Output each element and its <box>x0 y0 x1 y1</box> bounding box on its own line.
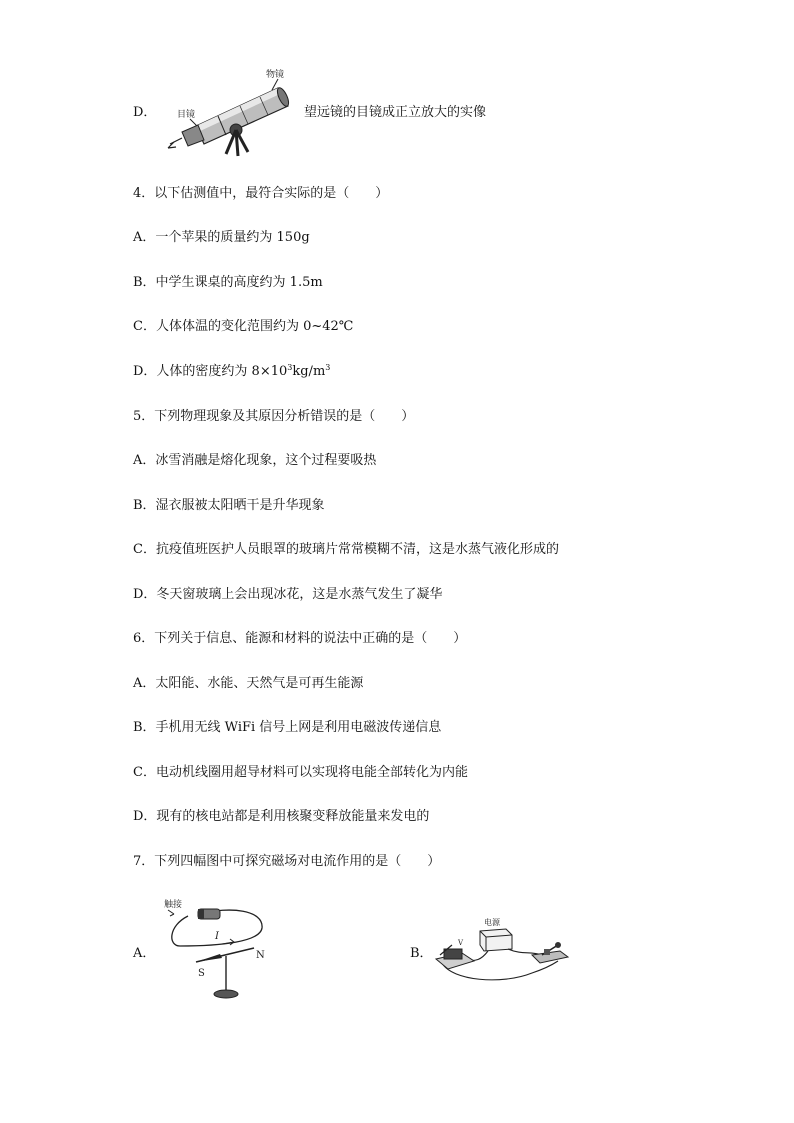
q6-option-c: C．电动机线圈用超导材料可以实现将电能全部转化为内能 <box>133 765 468 780</box>
q4-option-a: A．一个苹果的质量约为 150g <box>133 230 310 245</box>
q3-option-d-label: D． <box>133 105 157 120</box>
q4-option-b: B．中学生课桌的高度约为 1.5m <box>133 275 323 290</box>
q4-option-d-unit-exponent: 3 <box>325 363 331 372</box>
q7-stem: 7．下列四幅图中可探究磁场对电流作用的是（ ） <box>133 854 441 869</box>
q5-option-a: A．冰雪消融是熔化现象，这个过程要吸热 <box>133 453 377 468</box>
q6-stem: 6．下列关于信息、能源和材料的说法中正确的是（ ） <box>133 631 467 646</box>
telescope-objective-label: 物镜 <box>266 70 285 80</box>
q4-option-d-unit: kg/m <box>292 364 326 379</box>
oersted-experiment-figure <box>160 894 270 1000</box>
q5-option-b: B．湿衣服被太阳晒干是升华现象 <box>133 498 325 513</box>
q5-stem: 5．下列物理现象及其原因分析错误的是（ ） <box>133 409 415 424</box>
q4-option-d <box>133 363 330 381</box>
q5-option-d: D．冬天窗玻璃上会出现冰花，这是水蒸气发生了凝华 <box>133 587 443 602</box>
telescope-eyepiece-label: 目镜 <box>177 110 196 120</box>
q4-option-d-exponent: 3 <box>287 363 293 372</box>
fig-b-power-label: 电源 <box>484 918 500 927</box>
q3-option-d-text: 望远镜的目镜成正立放大的实像 <box>304 105 487 120</box>
fig-a-south-label: S <box>198 968 205 979</box>
motor-circuit-figure <box>432 915 570 987</box>
q4-stem: 4．以下估测值中，最符合实际的是（ ） <box>133 186 389 201</box>
q4-option-c: C．人体体温的变化范围约为 0~42℃ <box>133 319 354 334</box>
svg-text:V: V <box>458 939 464 947</box>
fig-a-north-label: N <box>256 950 265 961</box>
q7-option-b-label: B． <box>410 946 433 961</box>
q6-option-b: B．手机用无线 WiFi 信号上网是利用电磁波传递信息 <box>133 720 442 735</box>
q5-option-c: C．抗疫值班医护人员眼罩的玻璃片常常模糊不清，这是水蒸气液化形成的 <box>133 542 559 557</box>
telescope-figure <box>160 66 300 162</box>
q4-option-d-prefix: D．人体的密度约为 8×10 <box>133 364 288 379</box>
fig-a-switch-label: 触接 <box>164 900 183 910</box>
q6-option-d: D．现有的核电站都是利用核聚变释放能量来发电的 <box>133 809 430 824</box>
q7-option-a-label: A． <box>133 946 156 961</box>
q6-option-a: A．太阳能、水能、天然气是可再生能源 <box>133 676 364 691</box>
fig-a-current-label: I <box>215 931 219 942</box>
